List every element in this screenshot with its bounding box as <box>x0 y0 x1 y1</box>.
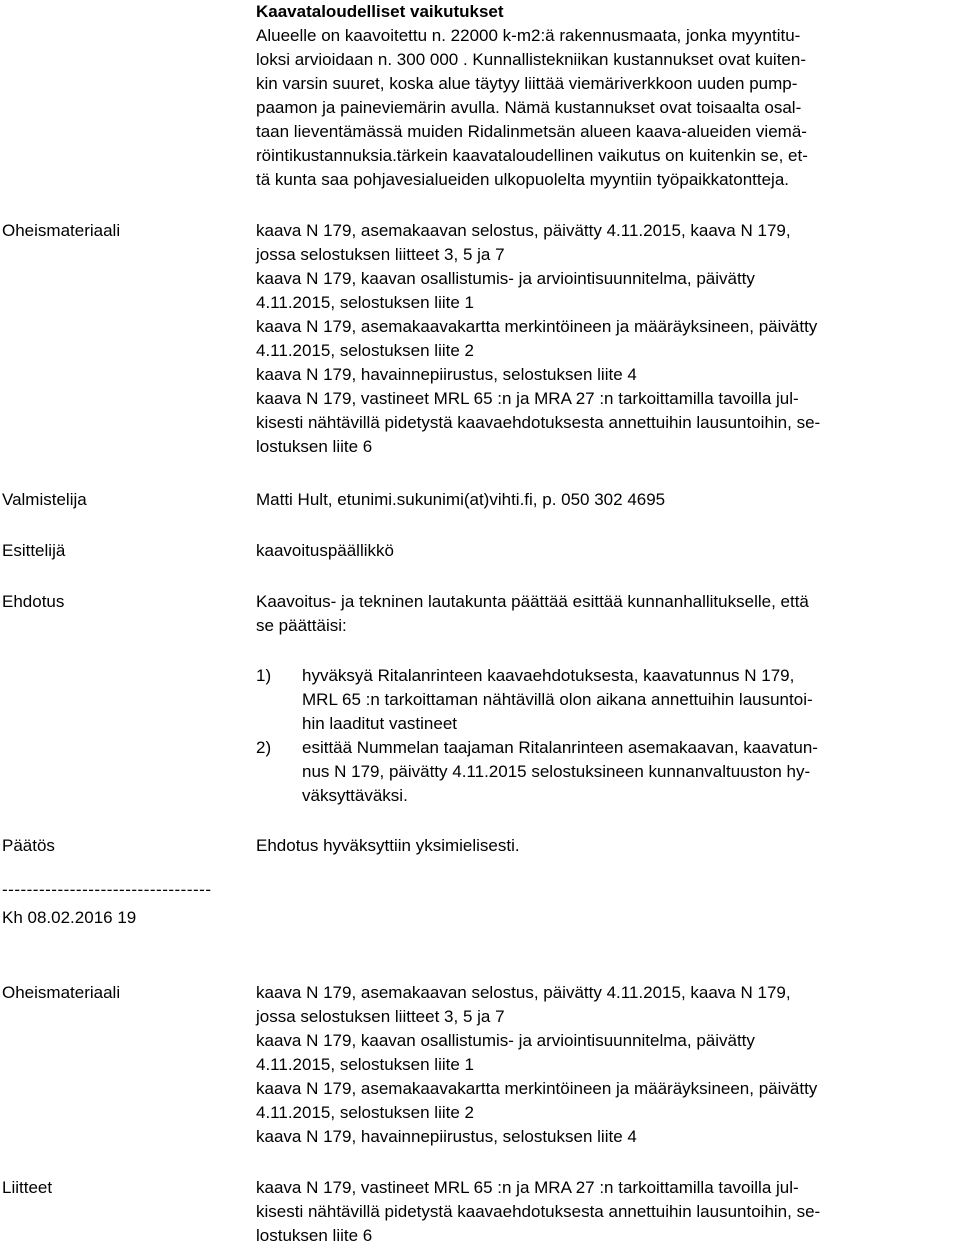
attachment-line: kaava N 179, kaavan osallistumis- ja arviointisuunnitelma, päivätty <box>256 1031 755 1050</box>
paragraph-line: Alueelle on kaavoitettu n. 22000 k-m2:ä rakennusmaata, jonka myyntitu- <box>256 26 801 45</box>
attachment-line: jossa selostuksen liitteet 3, 5 ja 7 <box>256 245 505 264</box>
section-heading: Kaavataloudelliset vaikutukset <box>256 2 504 21</box>
list-number: 1) <box>256 666 272 685</box>
appendix-line: lostuksen liite 6 <box>256 1226 373 1245</box>
attachment-line: kisesti nähtävillä pidetystä kaavaehdotuksesta annettuihin lausuntoihin, se- <box>256 413 821 432</box>
paragraph-line: taan lieventämässä muiden Ridalinmetsän alueen kaava-alueiden viemä- <box>256 122 807 141</box>
attachment-line: 4.11.2015, selostuksen liite 2 <box>256 341 474 360</box>
list-number: 2) <box>256 738 272 757</box>
list-item-line: nus N 179, päivätty 4.11.2015 selostuksineen kunnanvaltuuston hy- <box>302 762 811 781</box>
oheismateriaali-label: Oheismateriaali <box>2 221 121 240</box>
list-item-line: hyväksyä Ritalanrinteen kaavaehdotuksesta, kaavatunnus N 179, <box>302 666 795 685</box>
appendix-line: kaava N 179, vastineet MRL 65 :n ja MRA 27 :n tarkoittamilla tavoilla jul- <box>256 1178 799 1197</box>
list-item-line: esittää Nummelan taajaman Ritalanrinteen asemakaavan, kaavatun- <box>302 738 818 757</box>
ehdotus-line: Kaavoitus- ja tekninen lautakunta päättää esittää kunnanhallitukselle, että <box>256 592 809 611</box>
meeting-reference: Kh 08.02.2016 19 <box>2 908 137 927</box>
attachment-line: kaava N 179, kaavan osallistumis- ja arviointisuunnitelma, päivätty <box>256 269 755 288</box>
attachment-line: 4.11.2015, selostuksen liite 2 <box>256 1103 474 1122</box>
attachment-line: 4.11.2015, selostuksen liite 1 <box>256 293 474 312</box>
paatos-label: Päätös <box>2 836 55 855</box>
attachment-line: kaava N 179, asemakaavakartta merkintöineen ja määräyksineen, päivätty <box>256 1079 818 1098</box>
attachment-line: kaava N 179, asemakaavakartta merkintöineen ja määräyksineen, päivätty <box>256 317 818 336</box>
ehdotus-label: Ehdotus <box>2 592 65 611</box>
esittelija-label: Esittelijä <box>2 541 66 560</box>
oheismateriaali-label: Oheismateriaali <box>2 983 121 1002</box>
separator-line: ---------------------------------- <box>2 880 212 899</box>
attachment-line: kaava N 179, havainnepiirustus, selostuksen liite 4 <box>256 365 637 384</box>
paragraph-line: tä kunta saa pohjavesialueiden ulkopuolelta myyntiin työpaikkatontteja. <box>256 170 790 189</box>
attachment-line: jossa selostuksen liitteet 3, 5 ja 7 <box>256 1007 505 1026</box>
attachment-line: lostuksen liite 6 <box>256 437 373 456</box>
list-item-line: väksyttäväksi. <box>302 786 408 805</box>
valmistelija-label: Valmistelija <box>2 490 87 509</box>
attachment-line: kaava N 179, asemakaavan selostus, päivätty 4.11.2015, kaava N 179, <box>256 983 791 1002</box>
paragraph-line: kin varsin suuret, koska alue täytyy liittää viemäriverkkoon uuden pump- <box>256 74 798 93</box>
attachment-line: kaava N 179, vastineet MRL 65 :n ja MRA 27 :n tarkoittamilla tavoilla jul- <box>256 389 799 408</box>
paragraph-line: paamon ja paineviemärin avulla. Nämä kustannukset ovat toisaalta osal- <box>256 98 802 117</box>
liitteet-label: Liitteet <box>2 1178 53 1197</box>
paragraph-line: loksi arvioidaan n. 300 000 . Kunnallistekniikan kustannukset ovat kuiten- <box>256 50 807 69</box>
ehdotus-line: se päättäisi: <box>256 616 347 635</box>
attachment-line: kaava N 179, asemakaavan selostus, päivätty 4.11.2015, kaava N 179, <box>256 221 791 240</box>
paragraph-line: röintikustannuksia.tärkein kaavataloudellinen vaikutus on kuitenkin se, et- <box>256 146 808 165</box>
attachment-line: kaava N 179, havainnepiirustus, selostuksen liite 4 <box>256 1127 637 1146</box>
esittelija-value: kaavoituspäällikkö <box>256 541 394 560</box>
attachment-line: 4.11.2015, selostuksen liite 1 <box>256 1055 474 1074</box>
valmistelija-value: Matti Hult, etunimi.sukunimi(at)vihti.fi, p. 050 302 4695 <box>256 490 666 509</box>
appendix-line: kisesti nähtävillä pidetystä kaavaehdotuksesta annettuihin lausuntoihin, se- <box>256 1202 821 1221</box>
paatos-value: Ehdotus hyväksyttiin yksimielisesti. <box>256 836 520 855</box>
list-item-line: hin laaditut vastineet <box>302 714 457 733</box>
list-item-line: MRL 65 :n tarkoittaman nähtävillä olon aikana annettuihin lausuntoi- <box>302 690 813 709</box>
